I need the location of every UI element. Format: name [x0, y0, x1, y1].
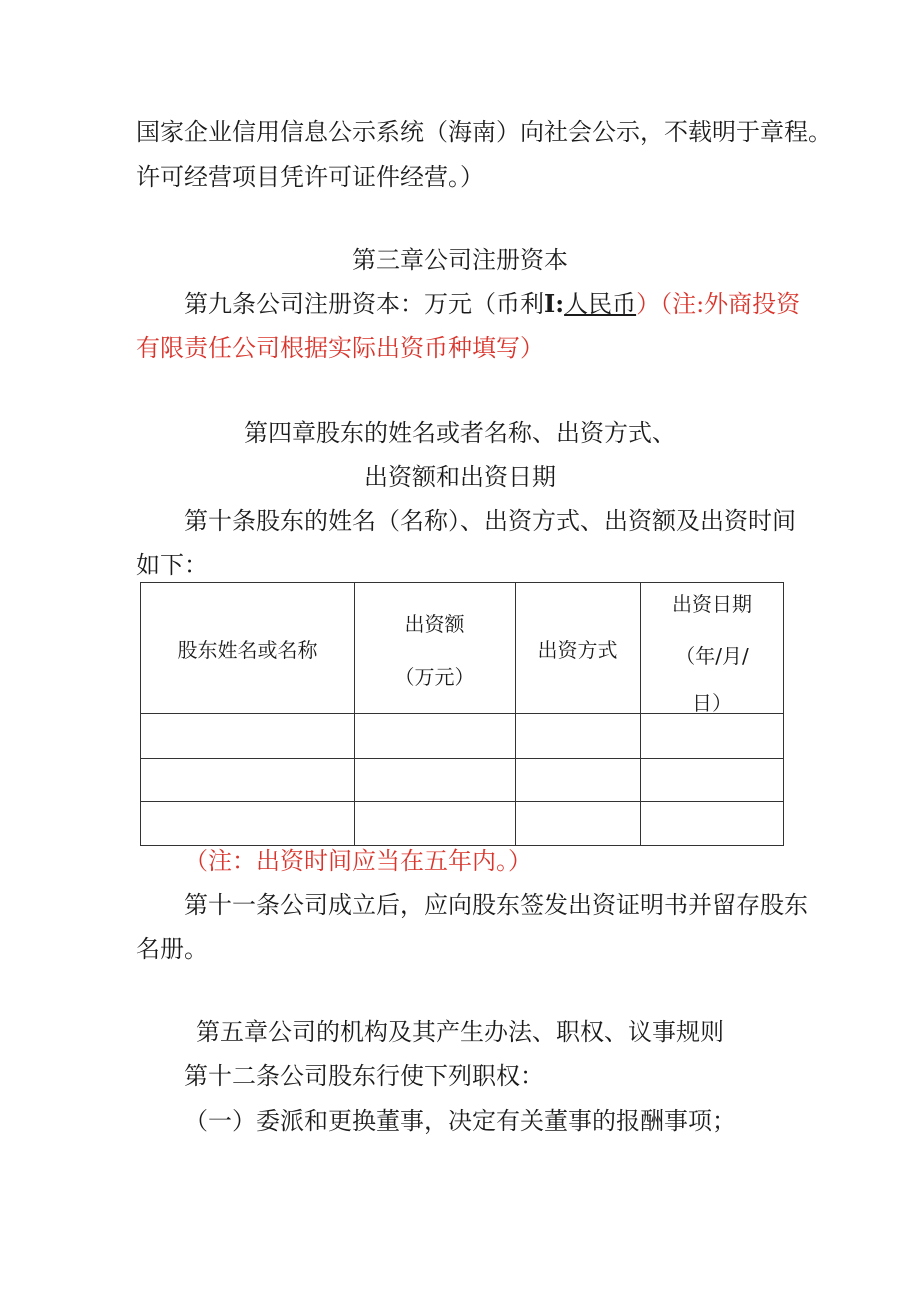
- currency-value: 人民币: [564, 290, 637, 318]
- article-ten-line1: 第十条股东的姓名（名称）、出资方式、出资额及出资时间: [184, 507, 796, 535]
- chapter-five-heading: 第五章公司的机构及其产生办法、职权、议事规则: [196, 1018, 724, 1046]
- paragraph-line: 国家企业信用信息公示系统（海南）向社会公示，不载明于章程。: [136, 118, 832, 146]
- table-header-method: 出资方式: [537, 638, 618, 662]
- table-divider: [141, 801, 783, 802]
- capital-time-note: （注：出资时间应当在五年内。）: [184, 847, 532, 875]
- list-item: （一）委派和更换董事，决定有关董事的报酬事项；: [184, 1107, 736, 1135]
- article-ten-line2: 如下：: [136, 551, 208, 579]
- chapter-four-heading-line1: 第四章股东的姓名或者名称、出资方式、: [244, 419, 676, 447]
- article-nine-fragment: I:: [544, 289, 565, 318]
- chapter-four-heading-line2: 出资额和出资日期: [364, 463, 556, 491]
- table-header-name: 股东姓名或名称: [177, 638, 318, 662]
- shareholder-table: [140, 582, 784, 846]
- article-nine-note-continued: 有限责任公司根据实际出资币种填写）: [136, 334, 544, 362]
- article-nine-note: （注:外商投资: [660, 290, 801, 318]
- article-nine-text: 第九条公司注册资本：万元（币利: [184, 290, 544, 318]
- table-header-date: 出资日期 （年/月/ 日）: [672, 592, 752, 715]
- table-header-amount: 出资额 （万元）: [394, 612, 475, 689]
- article-eleven-line2: 名册。: [136, 935, 208, 963]
- article-twelve: 第十二条公司股东行使下列职权：: [184, 1062, 544, 1090]
- article-nine: [184, 289, 800, 319]
- table-divider: [515, 583, 516, 845]
- article-eleven-line1: 第十一条公司成立后，应向股东签发出资证明书并留存股东: [184, 891, 808, 919]
- chapter-three-heading: 第三章公司注册资本: [352, 246, 568, 274]
- table-divider: [141, 758, 783, 759]
- article-nine-close: ）: [636, 290, 661, 318]
- paragraph-line: 许可经营项目凭许可证件经营。）: [136, 163, 484, 191]
